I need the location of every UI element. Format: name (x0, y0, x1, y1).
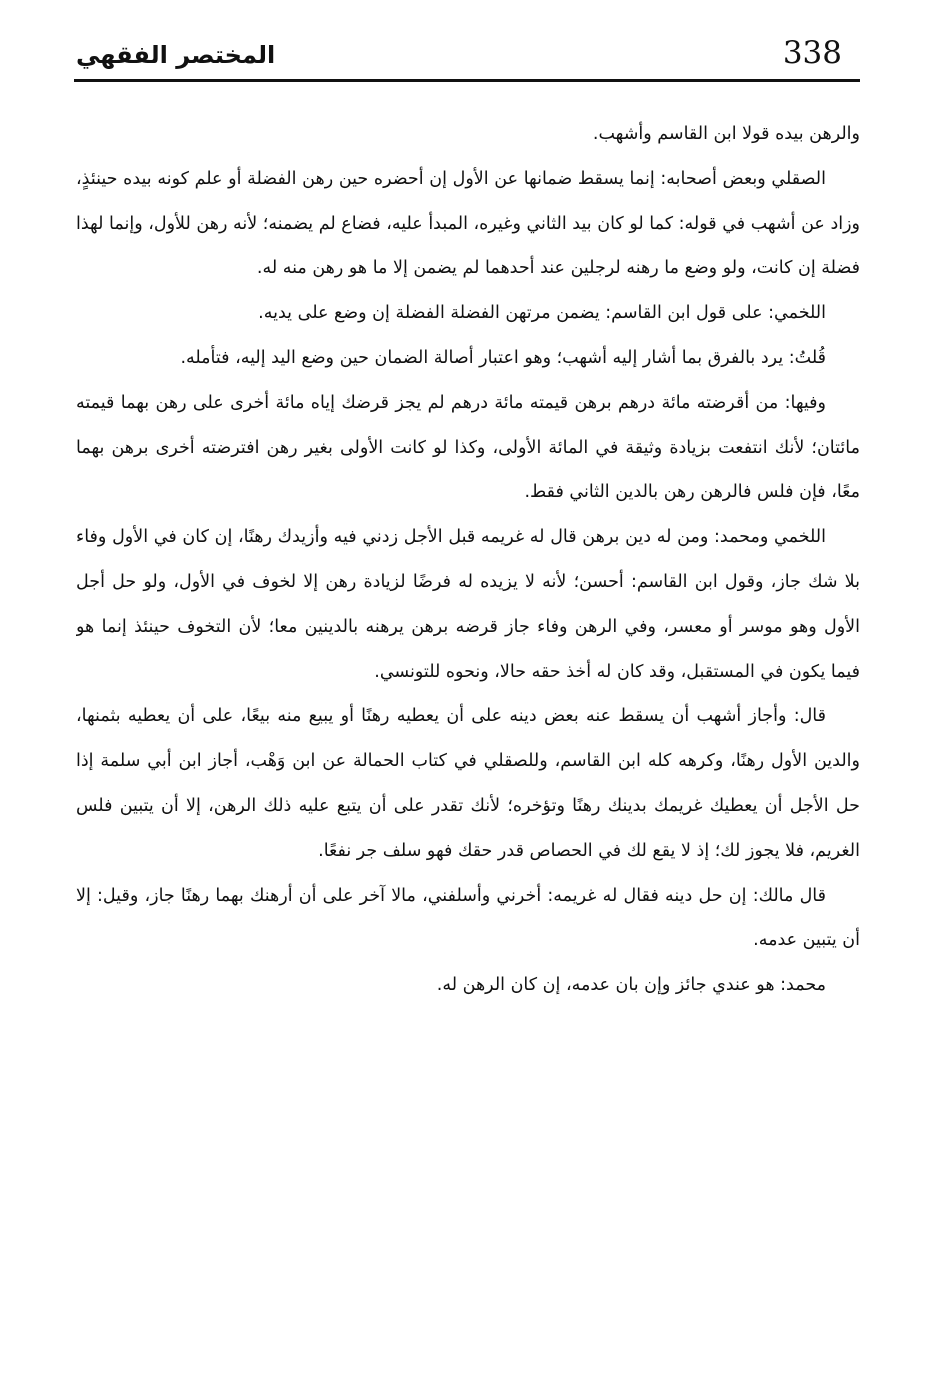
paragraph-5: وفيها: من أقرضته مائة درهم برهن قيمته مائة درهم لم يجز قرضك إياه مائة أخرى على رهن بهما قيمته مائتان؛ لأنك انتفعت بزيادة وثيقة في المائة الأولى، وكذا لو كانت الأولى بغير رهن افترضته أخرى برهن بهما معًا، فإن فلس فالرهن رهن بالدين الثاني فقط. (76, 392, 860, 503)
header-rule (74, 79, 860, 82)
book-title: المختصر الفقهي (76, 41, 276, 69)
paragraph-1: والرهن بيده قولا ابن القاسم وأشهب. (592, 124, 860, 144)
paragraph-6: اللخمي ومحمد: ومن له دين برهن قال له غريمه قبل الأجل زدني فيه وأزيدك رهنًا، إن كان في الأول وفاء بلا شك جاز، وقول ابن القاسم: أحسن؛ لأنه لا يزيده له فرضًا لزيادة رهن إلا لخوف في الأول، ولو حل أجل الأول وهو موسر أو معسر، وفي الرهن وفاء جاز قرضه برهن يرهنه بالدينين معا؛ لأن التخوف حينئذ إنما هو فيما يكون في المستقبل، وقد كان له أخذ حقه حالا، ونحوه للتونسي. (76, 527, 860, 682)
paragraph-4: قُلتُ: يرد بالفرق بما أشار إليه أشهب؛ وهو اعتبار أصالة الضمان حين وضع اليد إليه، فتأمله. (180, 347, 826, 368)
paragraph-2: الصقلي وبعض أصحابه: إنما يسقط ضمانها عن الأول إن أحضره حين رهن الفضلة أو علم كونه بيده حينئذٍ، وزاد عن أشهب في قوله: كما لو كان بيد الثاني وغيره، المبدأ عليه، فضاع لم يضمنه؛ لأنه رهن للأول، وإنما لهذا فضلة إن كانت، ولو وضع ما رهنه لرجلين عند أحدهما لم يضمن إلا ما هو رهن منه له. (76, 168, 860, 279)
paragraph-8: قال مالك: إن حل دينه فقال له غريمه: أخرني وأسلفني، مالا آخر على أن أرهنك بهما رهنًا جاز، وقيل: إلا أن يتبين عدمه. (76, 885, 860, 951)
paragraph-3: اللخمي: على قول ابن القاسم: يضمن مرتهن الفضلة الفضلة إن وضع على يديه. (258, 303, 826, 324)
page-header (74, 32, 860, 82)
paragraph-7: قال: وأجاز أشهب أن يسقط عنه بعض دينه على أن يعطيه رهنًا أو يبيع منه بيعًا، على أن يعطيه بثمنها، والدين الأول رهنًا، وكرهه كله ابن القاسم، وللصقلي في كتاب الحمالة عن ابن وَهْب، أجاز ابن أبي سلمة إذا حل الأجل أن يعطيك غريمك بدينك رهنًا وتؤخره؛ لأنك تقدر على أن يتبع عليه ذلك الرهن، إلا أن يتبين فلس الغريم، فلا يجوز لك؛ إذ لا يقع لك في الحصاص قدر حقك فهو سلف جر نفعًا. (76, 706, 860, 861)
page-number: 338 (782, 35, 842, 71)
body-text (76, 112, 860, 1312)
paragraph-9: محمد: هو عندي جائز وإن بان عدمه، إن كان الرهن له. (436, 975, 826, 996)
